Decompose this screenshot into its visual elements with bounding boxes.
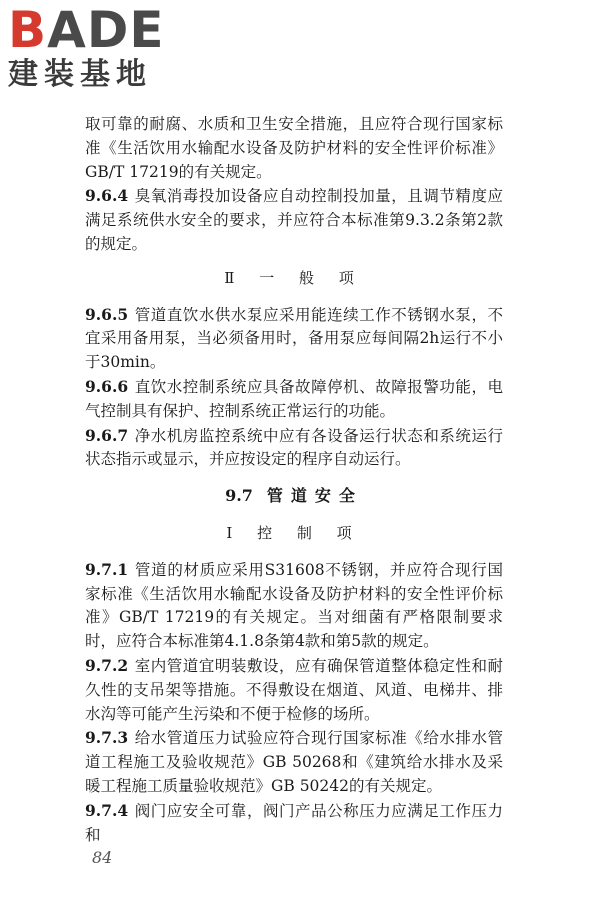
section-heading-9-7: 9.7 管道安全 [225, 486, 363, 506]
logo-wordmark: BADE [8, 1, 165, 59]
clause-9-7-3: 9.7.3 给水管道压力试验应符合现行国家标准《给水排水管道工程施工及验收规范》GB 50268和《建筑给水排水及采暖工程施工质量验收规范》GB 50242的有关规定。 [85, 728, 503, 795]
document-body [85, 113, 503, 847]
subheading-general-items: Ⅱ 一 般 项 [224, 268, 364, 287]
clause-9-6-6: 9.6.6 直饮水控制系统应具备故障停机、故障报警功能，电气控制具有保护、控制系统正常运行的功能。 [85, 376, 503, 420]
clause-9-7-2: 9.7.2 室内管道宜明装敷设，应有确保管道整体稳定性和耐久性的支吊架等措施。不得敷设在烟道、风道、电梯井、排水沟等可能产生污染和不便于检修的场所。 [85, 655, 503, 723]
clause-9-7-4: 9.7.4 阀门应安全可靠，阀门产品公称压力应满足工作压力和 [85, 800, 503, 844]
clause-9-6-7: 9.6.7 净水机房监控系统中应有各设备运行状态和系统运行状态指示或显示，并应按设定的程序自动运行。 [85, 425, 503, 469]
brand-logo [8, 1, 178, 92]
clause-9-6-4: 9.6.4 臭氧消毒投加设备应自动控制投加量，且调节精度应满足系统供水安全的要求，并应符合本标准第9.3.2条第2款的规定。 [85, 186, 503, 253]
continued-paragraph: 取可靠的耐腐、水质和卫生安全措施，且应符合现行国家标准《生活饮用水输配水设备及防护材料的安全性评价标准》GB/T 17219的有关规定。 [85, 115, 503, 181]
clause-9-7-1: 9.7.1 管道的材质应采用S31608不锈钢，并应符合现行国家标准《生活饮用水输配水设备及防护材料的安全性评价标准》GB/T 17219的有关规定。当对细菌有严格限制要求时，应符合本标准第4.1.8条第4款和第5款的规定。 [85, 559, 503, 651]
logo-tagline: 建装基地 [8, 57, 152, 92]
subheading-control-items: Ⅰ 控 制 项 [226, 523, 362, 542]
page-number: 84 [92, 848, 113, 867]
clause-9-6-5: 9.6.5 管道直饮水供水泵应采用能连续工作不锈钢水泵，不宜采用备用泵，当必须备用时，备用泵应每间隔2h运行不小于30min。 [85, 304, 503, 372]
